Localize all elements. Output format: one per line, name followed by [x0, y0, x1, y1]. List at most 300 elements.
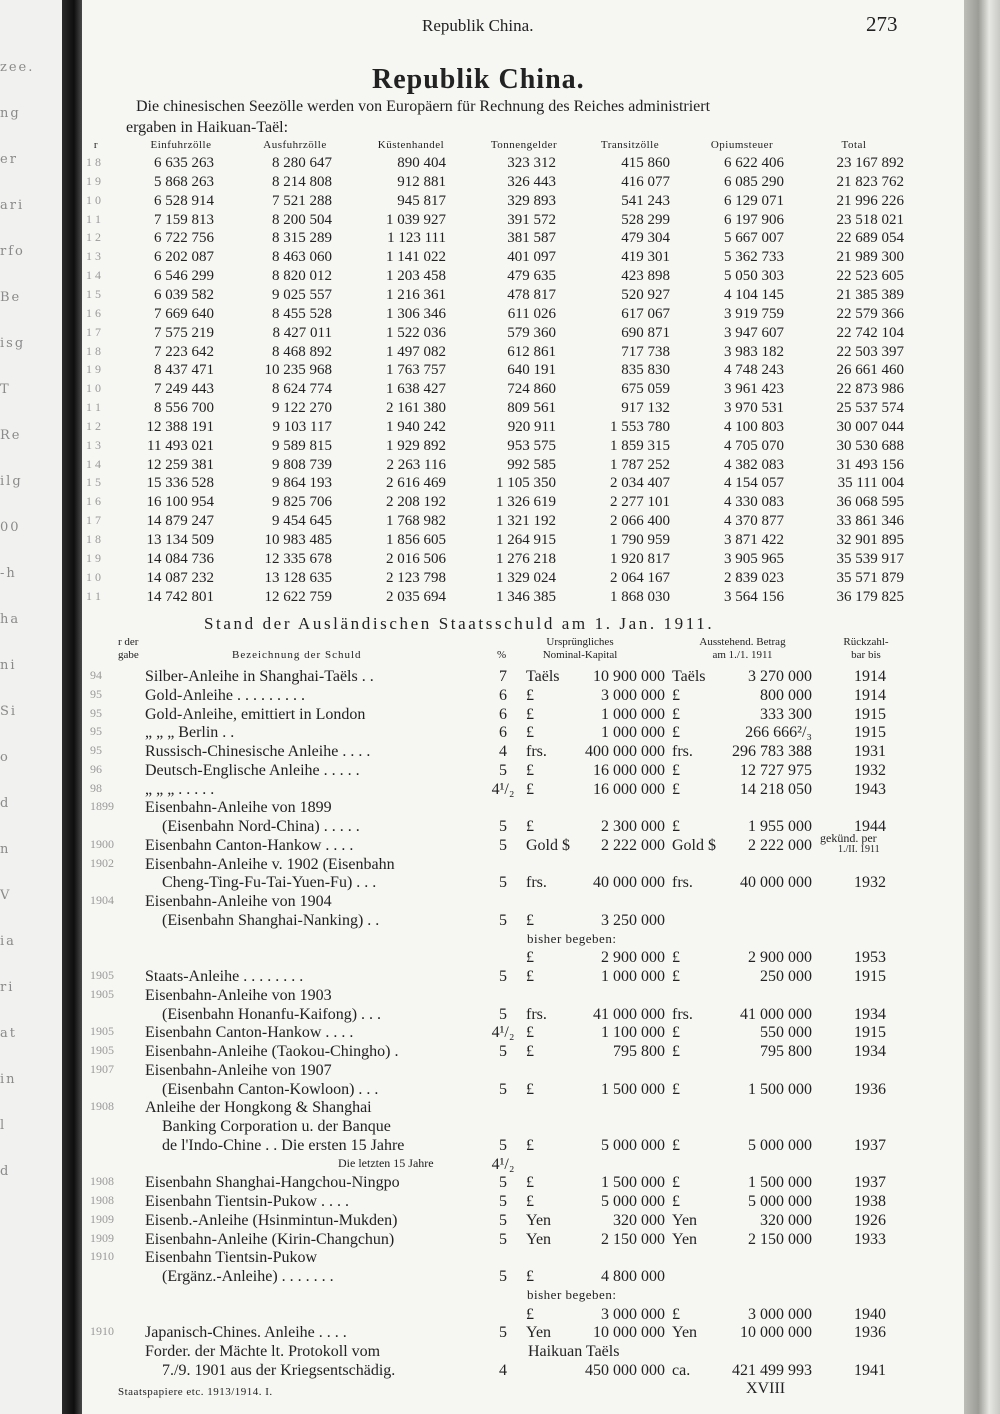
debt-outstanding: 250 000 — [760, 968, 812, 985]
debt-nominal: 2 222 000 — [601, 836, 665, 854]
debt-currency-2: frs. — [672, 743, 693, 760]
debt-currency: £ — [526, 949, 534, 967]
debt-row — [0, 1137, 1000, 1156]
customs-cell: 528 299 — [621, 211, 670, 228]
customs-cell: 3 871 422 — [724, 532, 784, 548]
debt-name: Eisenb.-Anleihe (Hsinmintun-Mukden) — [145, 1211, 398, 1229]
debt-outstanding: 2 150 000 — [748, 1230, 812, 1248]
customs-cell: 8 437 471 — [154, 362, 214, 379]
customs-cell: 617 067 — [621, 305, 670, 322]
debt-nominal: 1 000 000 — [601, 705, 665, 723]
customs-row — [0, 174, 1000, 193]
customs-year: 1 3 — [86, 437, 101, 452]
customs-cell: 21 385 389 — [836, 286, 904, 303]
debt-currency-2: £ — [672, 949, 680, 967]
debt-pct: 4¹/₂ — [491, 1024, 515, 1042]
debt-year: 1908 — [90, 1099, 114, 1114]
customs-year: 1 1 — [86, 400, 101, 415]
debt-nominal: 16 000 000 — [593, 780, 665, 798]
left-page-fragment: ari — [0, 198, 25, 213]
debt-currency: frs. — [526, 1005, 547, 1023]
left-page-fragment: -h — [0, 566, 17, 581]
debt-currency: frs. — [526, 743, 547, 760]
debt-nominal: 5 000 000 — [601, 1193, 665, 1210]
debt-repay: 1915 — [854, 968, 886, 985]
debt-repay: 1937 — [854, 1136, 886, 1154]
customs-year: 1 7 — [86, 513, 101, 528]
customs-cell: 724 860 — [507, 381, 556, 398]
debt-year: 1910 — [90, 1324, 114, 1339]
customs-year: 1 1 — [86, 211, 101, 226]
debt-repay: 1940 — [854, 1305, 886, 1323]
debt-pct: 5 — [499, 1043, 507, 1060]
customs-cell: 22 503 397 — [836, 343, 904, 360]
customs-cell: 6 129 071 — [724, 192, 784, 209]
debt-nominal: 1 500 000 — [601, 1174, 665, 1192]
customs-cell: 423 898 — [621, 268, 670, 285]
customs-year: 1 9 — [86, 173, 101, 188]
debt-currency-2: £ — [672, 1024, 680, 1042]
customs-cell: 2 839 023 — [724, 569, 784, 586]
debt-nominal: 41 000 000 — [593, 1005, 665, 1023]
debt-nominal: 1 500 000 — [601, 1080, 665, 1098]
customs-cell: 12 259 381 — [146, 456, 214, 473]
debt-repay: 1941 — [854, 1361, 886, 1379]
customs-cell: 1 321 192 — [496, 513, 556, 530]
customs-cell: 690 871 — [621, 324, 670, 341]
debt-row — [0, 1043, 1000, 1062]
debt-row — [0, 668, 1000, 687]
hdr-repay-2: bar bis — [851, 649, 881, 661]
debt-repay: 1937 — [854, 1174, 886, 1192]
debt-name: Eisenbahn Canton-Hankow . . . . — [145, 1024, 354, 1042]
customs-cell: 2 064 167 — [610, 569, 670, 586]
customs-cell: 945 817 — [397, 192, 446, 209]
customs-row — [0, 212, 1000, 231]
debt-currency-2: frs. — [672, 1005, 693, 1023]
hdr-year-2: gabe — [118, 649, 139, 661]
hdr-nominal-1: Ursprüngliches — [546, 636, 614, 648]
debt-name: Deutsch-Englische Anleihe . . . . . — [145, 761, 360, 779]
debt-row — [0, 1287, 1000, 1306]
debt-year: 95 — [90, 724, 102, 739]
debt-currency: £ — [526, 911, 534, 929]
debt-year: 1908 — [90, 1174, 114, 1189]
customs-cell: 10 983 485 — [264, 532, 332, 548]
customs-cell: 1 553 780 — [610, 418, 670, 435]
debt-nominal: 16 000 000 — [593, 761, 665, 779]
customs-cell: 2 277 101 — [610, 494, 670, 511]
debt-outstanding: 1 500 000 — [748, 1174, 812, 1192]
debt-year: 1900 — [90, 836, 114, 851]
intro-line-2: ergaben in Haikuan-Taël: — [126, 119, 289, 136]
customs-cell: 1 768 982 — [386, 513, 446, 530]
debt-pct: 5 — [499, 874, 507, 892]
debt-repay: 1938 — [854, 1193, 886, 1210]
left-page-fragment: at — [0, 1026, 17, 1041]
customs-cell: 7 159 813 — [154, 211, 214, 228]
debt-currency-2: £ — [672, 1174, 680, 1192]
debt-name: Gold-Anleihe . . . . . . . . . — [145, 686, 305, 704]
customs-cell: 6 528 914 — [154, 192, 214, 209]
customs-row — [0, 551, 1000, 570]
customs-cell: 11 493 021 — [147, 437, 214, 454]
customs-cell: 3 919 759 — [724, 305, 784, 322]
customs-header-4: Tonnengelder — [490, 139, 558, 151]
debt-repay: 1943 — [854, 780, 886, 798]
debt-currency-2: £ — [672, 1080, 680, 1098]
debt-row — [0, 1268, 1000, 1287]
debt-pct: 5 — [499, 1268, 507, 1285]
debt-name: Eisenbahn-Anleihe (Kirin-Changchun) — [145, 1230, 395, 1248]
footer-signature: XVIII — [746, 1380, 786, 1397]
debt-repay: 1934 — [854, 1005, 886, 1023]
customs-cell: 4 382 083 — [724, 456, 784, 473]
left-page-fragment: zee. — [0, 60, 35, 75]
customs-cell: 14 742 801 — [146, 588, 214, 605]
customs-cell: 912 881 — [397, 173, 446, 190]
customs-cell: 2 263 116 — [386, 456, 446, 473]
customs-cell: 16 100 954 — [146, 494, 214, 511]
debt-row — [0, 1362, 1000, 1381]
debt-repay: 1934 — [854, 1043, 886, 1060]
debt-nominal: 1 100 000 — [601, 1024, 665, 1042]
left-page-fragment: Be — [0, 290, 22, 305]
customs-cell: 8 455 528 — [272, 305, 332, 322]
customs-cell: 2 616 469 — [386, 475, 446, 492]
customs-cell: 835 830 — [621, 362, 670, 379]
left-page-fragment: Si — [0, 704, 18, 719]
customs-row — [0, 306, 1000, 325]
debt-currency: £ — [526, 1136, 534, 1154]
debt-pct: 5 — [499, 761, 507, 779]
customs-cell: 31 493 156 — [836, 456, 904, 473]
customs-cell: 23 167 892 — [836, 155, 904, 171]
customs-year: 1 5 — [86, 475, 101, 490]
customs-row — [0, 287, 1000, 306]
debt-year: 1910 — [90, 1249, 114, 1264]
debt-currency-2: £ — [672, 724, 680, 742]
customs-year: 1 3 — [86, 249, 101, 264]
debt-row — [0, 1193, 1000, 1212]
customs-cell: 326 443 — [507, 173, 556, 190]
debt-repay: 1936 — [854, 1324, 886, 1342]
hdr-year-1: r der — [118, 636, 139, 648]
debt-pct: 5 — [499, 818, 507, 835]
debt-nominal: 3 250 000 — [601, 911, 665, 929]
debt-year: 1908 — [90, 1193, 114, 1207]
customs-cell: 2 161 380 — [386, 400, 446, 417]
customs-cell: 1 859 315 — [610, 437, 670, 454]
debt-currency-2: Yen — [672, 1324, 698, 1342]
customs-cell: 4 330 083 — [724, 494, 784, 511]
left-page-fragment: ng — [0, 106, 21, 121]
debt-nominal: 2 300 000 — [601, 818, 665, 835]
debt-year: 94 — [90, 668, 102, 682]
debt-repay: 1915 — [854, 1024, 886, 1042]
debt-currency: £ — [526, 1193, 534, 1210]
customs-cell: 33 861 346 — [836, 513, 904, 530]
debt-nominal: 3 000 000 — [601, 1305, 665, 1323]
customs-cell: 6 197 906 — [724, 211, 784, 228]
customs-cell: 541 243 — [621, 192, 670, 209]
customs-cell: 479 635 — [507, 268, 556, 285]
debt-name: 7./9. 1901 aus der Kriegsentschädig. — [162, 1361, 396, 1379]
debt-currency-2: £ — [672, 818, 680, 835]
customs-cell: 6 085 290 — [724, 173, 784, 190]
customs-cell: 415 860 — [621, 155, 670, 171]
customs-cell: 2 035 694 — [386, 588, 446, 605]
debt-name: Eisenbahn Tientsin-Pukow — [145, 1249, 318, 1267]
intro-line-1: Die chinesischen Seezölle werden von Europäern für Rechnung des Reiches administriert — [136, 98, 711, 115]
customs-row — [0, 344, 1000, 363]
customs-cell: 1 920 817 — [610, 550, 670, 567]
debt-pct: 5 — [499, 1080, 507, 1098]
footer-left: Staatspapiere etc. 1913/1914. I. — [118, 1386, 273, 1398]
customs-year: 1 4 — [86, 456, 101, 471]
customs-cell: 6 635 263 — [154, 155, 214, 171]
debt-currency-2: £ — [672, 761, 680, 779]
debt-currency-2: £ — [672, 1305, 680, 1323]
customs-cell: 579 360 — [507, 324, 556, 341]
customs-row — [0, 589, 1000, 608]
debt-nominal: 1 000 000 — [601, 724, 665, 742]
customs-cell: 1 522 036 — [386, 324, 446, 341]
customs-cell: 8 468 892 — [272, 343, 332, 360]
customs-header-7: Total — [841, 139, 867, 151]
customs-cell: 25 537 574 — [836, 400, 904, 417]
hdr-outstanding-2: am 1./1. 1911 — [712, 649, 773, 661]
customs-cell: 520 927 — [621, 286, 670, 303]
running-head: Republik China. — [422, 16, 534, 35]
customs-cell: 1 497 082 — [386, 343, 446, 360]
debt-currency: £ — [526, 780, 534, 798]
customs-cell: 3 983 182 — [724, 343, 784, 360]
debt-outstanding: 5 000 000 — [748, 1136, 812, 1154]
customs-cell: 9 025 557 — [272, 286, 332, 303]
customs-cell: 2 123 798 — [386, 569, 446, 586]
debt-row — [0, 706, 1000, 725]
customs-row — [0, 513, 1000, 532]
debt-nominal: bisher begeben: — [527, 930, 617, 946]
debt-row — [0, 1324, 1000, 1343]
left-page-fragment: ilg — [0, 474, 23, 489]
debt-row — [0, 1343, 1000, 1362]
customs-cell: 1 123 111 — [387, 230, 446, 247]
hdr-repay-1: Rückzahl- — [843, 636, 889, 648]
debt-currency: £ — [526, 761, 534, 779]
debt-currency-2: £ — [672, 780, 680, 798]
debt-name: Staats-Anleihe . . . . . . . . — [145, 968, 304, 985]
debt-row — [0, 987, 1000, 1006]
debt-nominal: 3 000 000 — [601, 686, 665, 704]
customs-cell: 1 940 242 — [386, 418, 446, 435]
customs-cell: 611 026 — [507, 305, 556, 322]
customs-cell: 8 463 060 — [272, 249, 332, 266]
customs-cell: 1 929 892 — [386, 437, 446, 454]
debt-nominal: Haikuan Taëls — [528, 1343, 620, 1360]
debt-name: (Eisenbahn Shanghai-Nanking) . . — [162, 911, 380, 929]
debt-year: 1905 — [90, 1024, 114, 1039]
debt-pct: 5 — [499, 1211, 507, 1229]
debt-row — [0, 1212, 1000, 1231]
customs-cell: 9 589 815 — [272, 437, 332, 454]
debt-outstanding: 795 800 — [760, 1043, 812, 1060]
debt-currency: Taëls — [526, 668, 560, 685]
debt-currency-2: £ — [672, 1136, 680, 1154]
debt-currency-2: £ — [672, 1193, 680, 1210]
left-page-fragment: isg — [0, 336, 26, 351]
customs-cell: 36 068 595 — [836, 494, 904, 511]
customs-row — [0, 325, 1000, 344]
customs-cell: 1 856 605 — [386, 532, 446, 548]
customs-cell: 1 787 252 — [610, 456, 670, 473]
customs-cell: 419 301 — [621, 249, 670, 266]
customs-cell: 5 868 263 — [154, 173, 214, 190]
debt-name: (Eisenbahn Canton-Kowloon) . . . — [162, 1080, 379, 1098]
left-page-fragment: d — [0, 1164, 11, 1179]
customs-cell: 8 315 289 — [272, 230, 332, 247]
debt-year: 1899 — [90, 799, 114, 814]
customs-cell: 809 561 — [507, 400, 556, 417]
customs-cell: 416 077 — [621, 173, 670, 190]
debt-year: 95 — [90, 743, 102, 757]
debt-repay-date: 1./II. 1911 — [838, 843, 880, 855]
customs-cell: 6 546 299 — [154, 268, 214, 285]
customs-year: 1 0 — [86, 192, 101, 207]
debt-name: (Eisenbahn Nord-China) . . . . . — [162, 818, 360, 835]
left-page-fragment: o — [0, 750, 10, 765]
debt-name: Eisenbahn-Anleihe von 1903 — [145, 986, 332, 1004]
customs-cell: 1 105 350 — [496, 475, 556, 492]
debt-currency-2: ca. — [672, 1361, 691, 1379]
debt-currency-2: £ — [672, 686, 680, 704]
debt-currency: £ — [526, 1174, 534, 1192]
customs-cell: 3 961 423 — [724, 381, 784, 398]
debt-pct: 5 — [499, 968, 507, 985]
customs-cell: 1 763 757 — [386, 362, 446, 379]
debt-outstanding: 320 000 — [760, 1211, 812, 1229]
debt-repay: 1936 — [854, 1080, 886, 1098]
debt-name: Eisenbahn Canton-Hankow . . . . — [145, 836, 354, 854]
customs-cell: 401 097 — [507, 249, 556, 266]
customs-year: 1 1 — [86, 588, 101, 603]
debt-name: Japanisch-Chines. Anleihe . . . . — [145, 1324, 347, 1342]
debt-pct: 5 — [499, 1193, 507, 1210]
debt-row — [0, 893, 1000, 912]
debt-pct: 5 — [499, 1324, 507, 1342]
customs-cell: 890 404 — [397, 155, 446, 171]
debt-row — [0, 724, 1000, 743]
debt-outstanding: 41 000 000 — [740, 1005, 812, 1023]
customs-cell: 9 454 645 — [272, 513, 332, 530]
debt-currency: £ — [526, 1080, 534, 1098]
customs-cell: 323 312 — [507, 155, 556, 171]
customs-cell: 675 059 — [621, 381, 670, 398]
debt-name: Forder. der Mächte lt. Protokoll vom — [145, 1343, 381, 1360]
left-page-fragment: Re — [0, 428, 22, 443]
debt-nominal: 4 800 000 — [601, 1268, 665, 1285]
debt-currency-2: Yen — [672, 1230, 698, 1248]
debt-name: Gold-Anleihe, emittiert in London — [145, 705, 366, 723]
left-page-fragment: n — [0, 842, 11, 857]
customs-cell: 3 905 965 — [724, 550, 784, 567]
customs-cell: 7 249 443 — [154, 381, 214, 398]
left-page-fragment: ni — [0, 658, 17, 673]
debt-outstanding: 1 500 000 — [748, 1080, 812, 1098]
customs-cell: 12 388 191 — [146, 418, 214, 435]
customs-year: 1 5 — [86, 286, 101, 301]
debt-repay: 1914 — [854, 668, 886, 685]
customs-year: 1 9 — [86, 550, 101, 565]
customs-cell: 22 742 104 — [836, 324, 904, 341]
debt-outstanding: 2 900 000 — [748, 949, 812, 967]
debt-currency: £ — [526, 1024, 534, 1042]
debt-heading: Stand der Ausländischen Staatsschuld am 1. Jan. 1911. — [204, 614, 715, 633]
customs-row — [0, 457, 1000, 476]
customs-cell: 1 790 959 — [610, 532, 670, 548]
debt-repay: 1931 — [854, 743, 886, 760]
customs-cell: 1 203 458 — [386, 268, 446, 285]
debt-currency: frs. — [526, 874, 547, 892]
left-page-fragment: l — [0, 1118, 7, 1133]
debt-repay: 1915 — [854, 705, 886, 723]
customs-cell: 5 667 007 — [724, 230, 784, 247]
customs-cell: 4 104 145 — [724, 286, 784, 303]
customs-year: 1 0 — [86, 569, 101, 584]
customs-cell: 5 362 733 — [724, 249, 784, 266]
debt-outstanding: 2 222 000 — [748, 836, 812, 854]
customs-cell: 6 202 087 — [154, 249, 214, 266]
debt-nominal: 2 900 000 — [601, 949, 665, 967]
customs-cell: 2 016 506 — [386, 550, 446, 567]
debt-pct: 4¹/₂ — [491, 1155, 515, 1173]
debt-row — [0, 1174, 1000, 1193]
debt-row — [0, 1118, 1000, 1137]
customs-cell: 4 154 057 — [724, 475, 784, 492]
debt-repay: 1932 — [854, 761, 886, 779]
customs-header-0: r — [93, 139, 99, 151]
debt-pct: 5 — [499, 911, 507, 929]
debt-row — [0, 856, 1000, 875]
debt-row — [0, 830, 1000, 856]
left-page-fragment: T — [0, 382, 11, 397]
customs-cell: 4 705 070 — [724, 437, 784, 454]
debt-outstanding: 14 218 050 — [740, 780, 812, 798]
customs-cell: 1 039 927 — [386, 211, 446, 228]
customs-cell: 2 208 192 — [386, 494, 446, 511]
debt-currency: £ — [526, 1043, 534, 1060]
customs-cell: 14 879 247 — [146, 513, 214, 530]
left-page-fragment: d — [0, 796, 11, 811]
debt-currency: £ — [526, 686, 534, 704]
debt-name: Eisenbahn-Anleihe (Taokou-Chingho) . — [145, 1043, 399, 1060]
customs-row — [0, 438, 1000, 457]
customs-cell: 4 370 877 — [724, 513, 784, 530]
debt-currency: Yen — [526, 1324, 552, 1342]
customs-cell: 4 748 243 — [724, 362, 784, 379]
debt-nominal: 450 000 000 — [585, 1361, 665, 1379]
customs-cell: 30 007 044 — [836, 418, 904, 435]
debt-nominal: 400 000 000 — [585, 743, 665, 760]
debt-nominal: 795 800 — [613, 1043, 665, 1060]
customs-row — [0, 193, 1000, 212]
debt-name: Eisenbahn-Anleihe von 1899 — [145, 799, 332, 817]
debt-outstanding: 550 000 — [760, 1024, 812, 1042]
customs-year: 1 0 — [86, 381, 101, 396]
customs-year: 1 2 — [86, 418, 101, 433]
customs-year: 1 9 — [86, 362, 101, 377]
